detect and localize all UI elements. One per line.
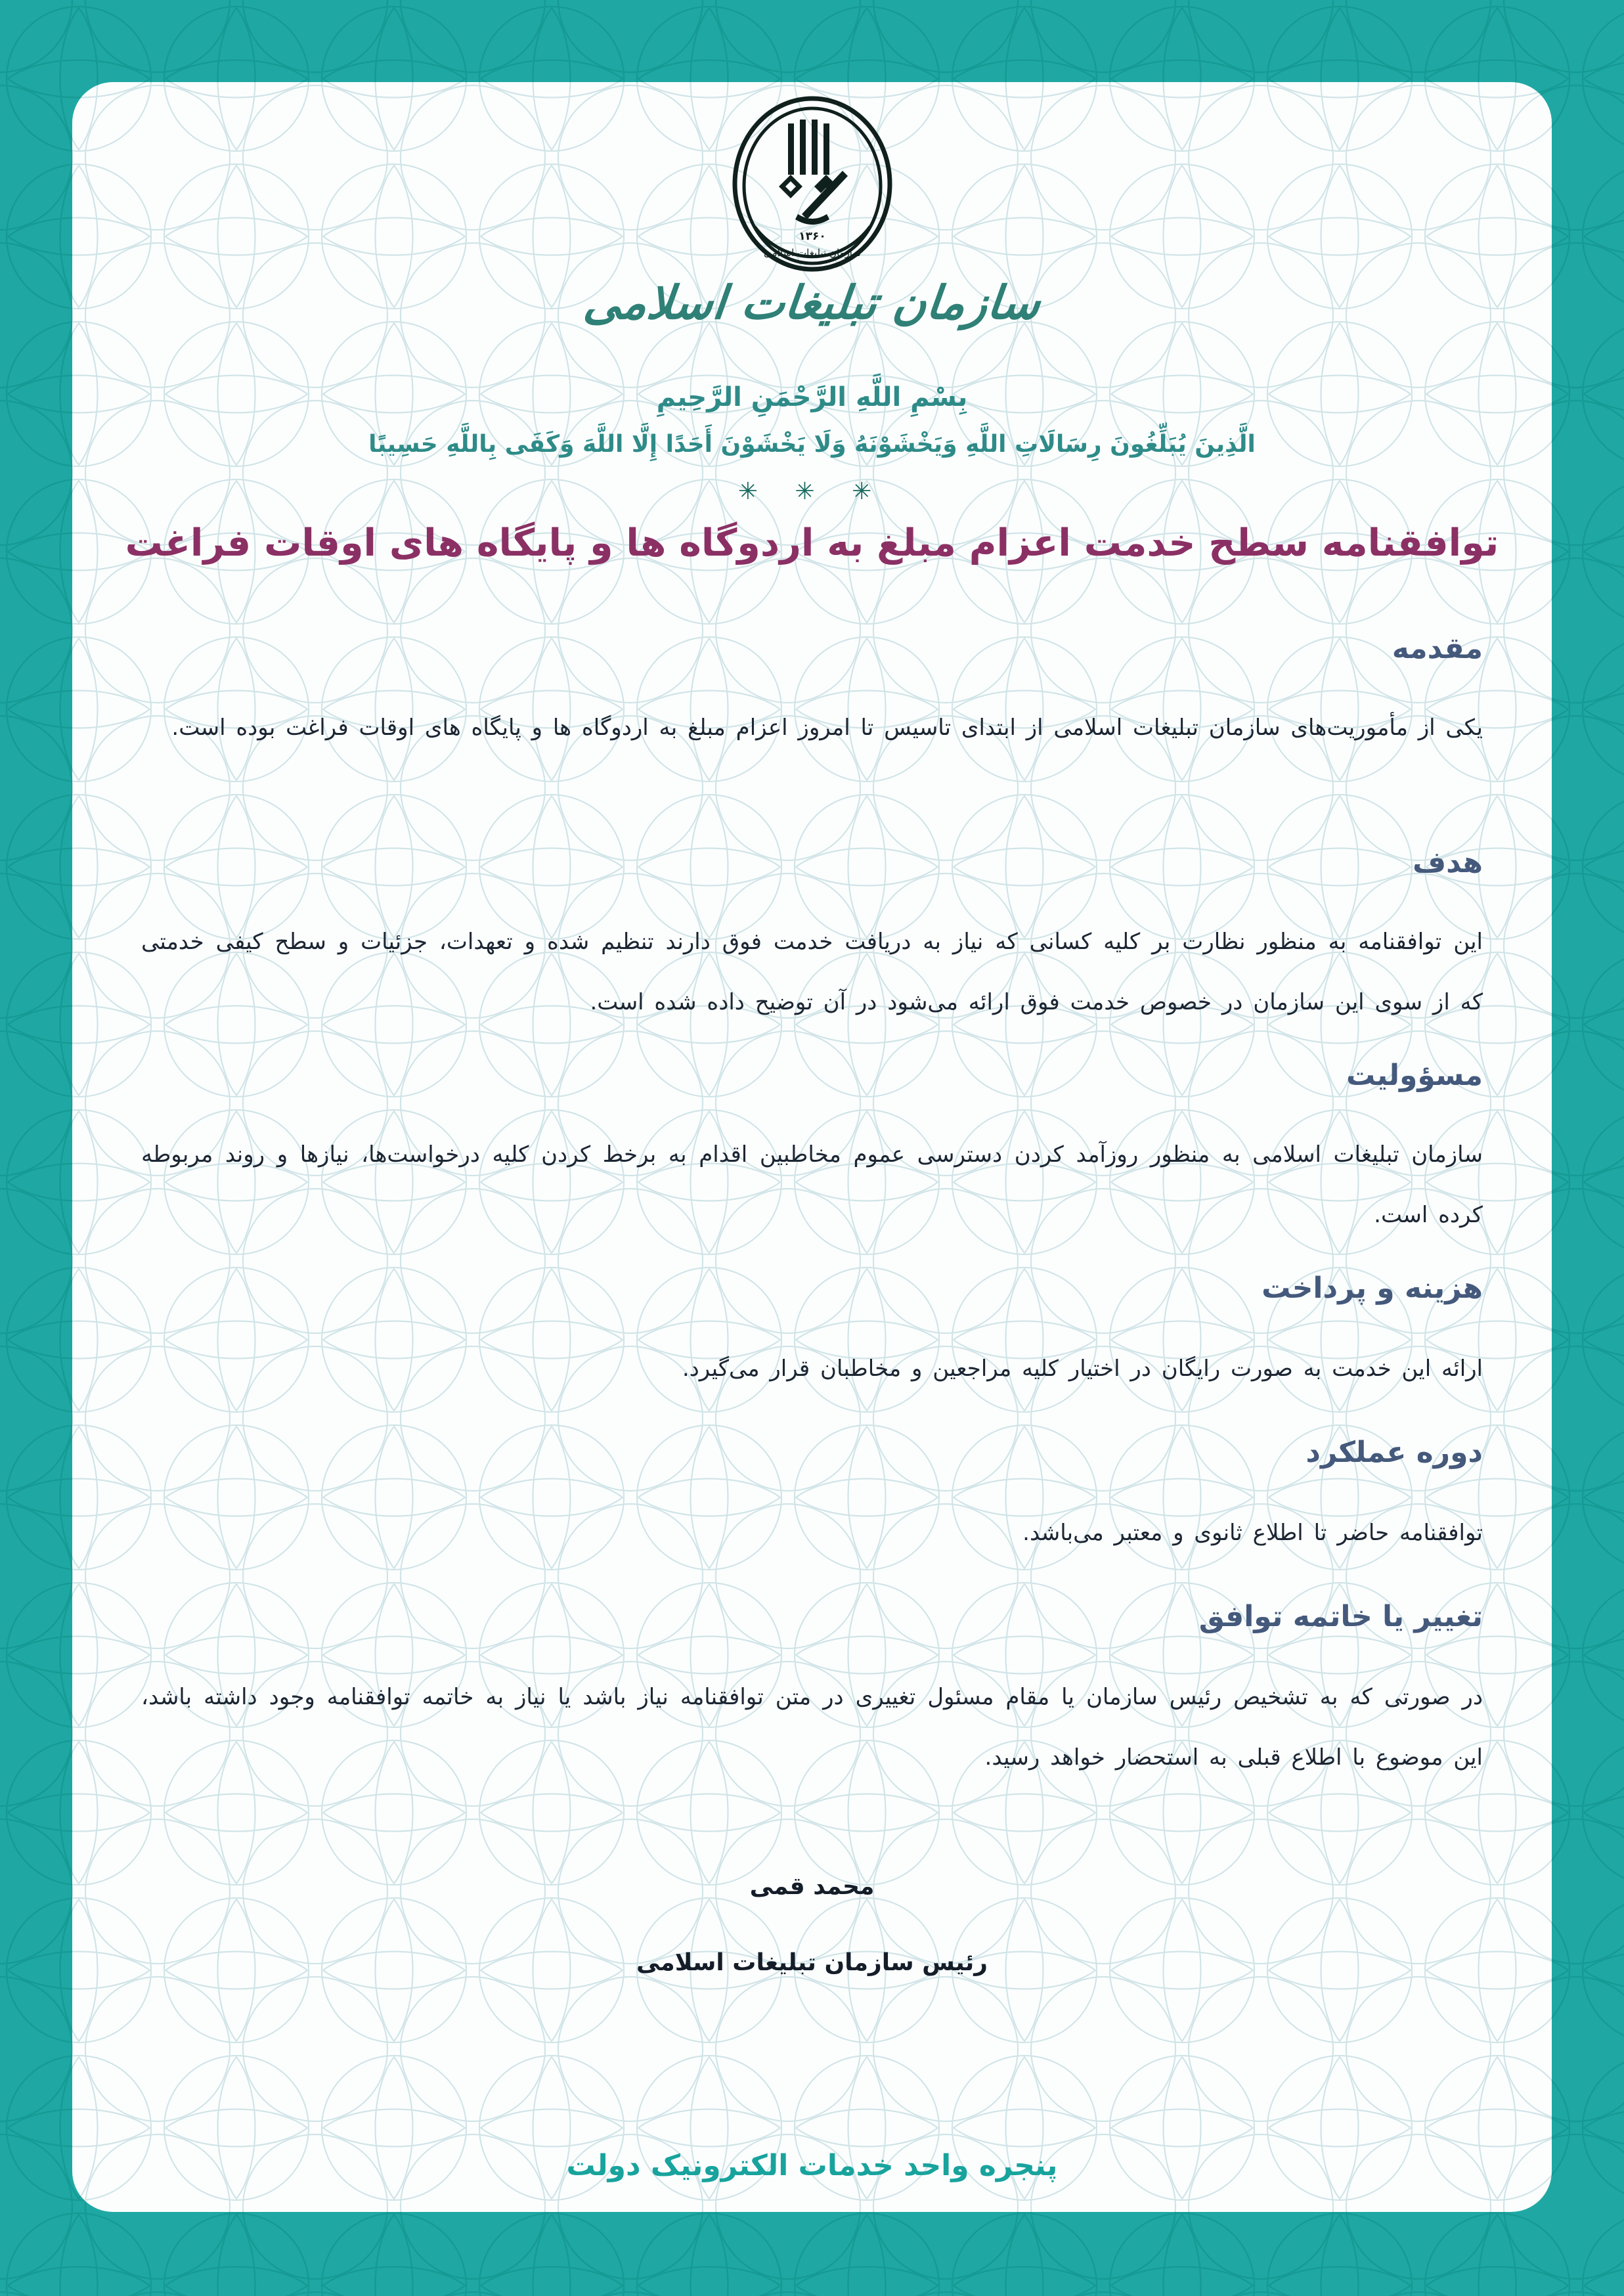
logo-org-name: سازمان تبلیغات اسلامی	[763, 247, 861, 259]
section-heading-termination: تغییر یا خاتمه توافق	[1198, 1600, 1483, 1633]
section-body-responsibility: سازمان تبلیغات اسلامی به منظور روزآمد کردن دسترسی عموم مخاطبین اقدام به برخط کردن کلیه درخواست‌ها، نیازها و روند مربوطه کرده است.	[141, 1141, 1483, 1228]
quran-verse: الَّذِينَ يُبَلِّغُونَ رِسَالَاتِ اللَّهِ وَيَخْشَوْنَهُ وَلَا يَخْشَوْنَ أَحَدًا إِلَّا اللَّهَ وَكَفَى بِاللَّهِ حَسِيبًا	[368, 431, 1256, 458]
footer-text: پنجره واحد خدمات الکترونیک دولت	[566, 2149, 1058, 2182]
section-body-intro: یکی از مأموریت‌های سازمان تبلیغات اسلامی از ابتدای تاسیس تا امروز اعزام مبلغ به اردوگاه ها و پایگاه های اوقات فراغت بوده است.	[171, 715, 1483, 741]
logo-year: ۱۳۶۰	[798, 230, 826, 243]
org-calligraphy: سازمان تبلیغات اسلامی	[581, 276, 1043, 330]
section-body-goal: این توافقنامه به منظور نظارت بر کلیه کسانی که نیاز به دریافت خدمت فوق دارند تنظیم شده و تعهدات، جزئیات و سطح کیفی خدمتی که از سوی این سازمان در خصوص خدمت فوق ارائه می‌شود در آن توضیح داده شده است.	[141, 929, 1483, 1015]
signature-name: محمد قمی	[749, 1873, 875, 1900]
section-heading-goal: هدف	[1412, 846, 1483, 879]
section-body-termination: در صورتی که به تشخیص رئیس سازمان یا مقام مسئول تغییری در متن توافقنامه نیاز باشد یا نیاز به خاتمه توافقنامه وجود داشته باشد، این موضوع با اطلاع قبلی به استحضار خواهد رسید.	[141, 1684, 1483, 1771]
bismillah-text: بِسْمِ اللَّهِ الرَّحْمَنِ الرَّحِيمِ	[656, 382, 968, 412]
section-body-cost: ارائه این خدمت به صورت رایگان در اختیار کلیه مراجعین و مخاطبان قرار می‌گیرد.	[682, 1356, 1483, 1382]
signature-title: رئیس سازمان تبلیغات اسلامی	[636, 1949, 988, 1976]
section-heading-intro: مقدمه	[1392, 632, 1483, 665]
document-title: توافقنامه سطح خدمت اعزام مبلغ به اردوگاه ها و پایگاه های اوقات فراغت	[125, 521, 1499, 565]
section-heading-responsibility: مسؤولیت	[1346, 1059, 1483, 1092]
section-heading-cost: هزینه و پرداخت	[1262, 1271, 1483, 1305]
section-body-period: توافقنامه حاضر تا اطلاع ثانوی و معتبر می‌باشد.	[1022, 1520, 1483, 1546]
section-heading-period: دوره عملکرد	[1306, 1436, 1483, 1469]
ornament-separator-icon: ✳ ✳ ✳	[737, 478, 887, 505]
